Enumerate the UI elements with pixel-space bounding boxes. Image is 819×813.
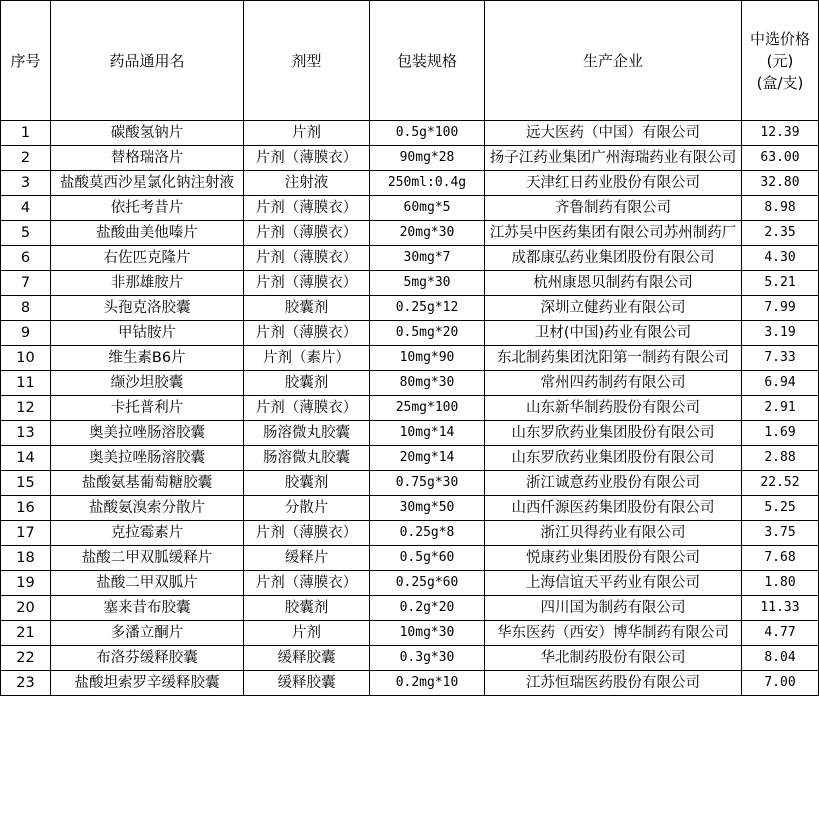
cell-price: 7.00 — [742, 671, 819, 696]
table-row — [1, 296, 819, 321]
cell-seq: 15 — [1, 471, 51, 496]
cell-price: 4.77 — [742, 621, 819, 646]
cell-package-spec: 0.25g*8 — [370, 521, 485, 546]
cell-package-spec: 60mg*5 — [370, 196, 485, 221]
header-price-line3: (盒/支) — [756, 73, 804, 92]
cell-manufacturer: 深圳立健药业有限公司 — [485, 296, 742, 321]
cell-manufacturer: 山东新华制药股份有限公司 — [485, 396, 742, 421]
cell-package-spec: 0.5g*60 — [370, 546, 485, 571]
cell-seq: 19 — [1, 571, 51, 596]
table-row — [1, 521, 819, 546]
header-package-spec: 包装规格 — [370, 1, 485, 121]
cell-drug-name: 依托考昔片 — [51, 196, 244, 221]
cell-price: 1.69 — [742, 421, 819, 446]
header-row — [1, 1, 819, 121]
cell-dosage-form: 片剂 — [244, 621, 370, 646]
cell-manufacturer: 山东罗欣药业集团股份有限公司 — [485, 421, 742, 446]
header-price — [742, 1, 819, 121]
cell-package-spec: 20mg*30 — [370, 221, 485, 246]
table-row — [1, 621, 819, 646]
cell-price: 22.52 — [742, 471, 819, 496]
cell-package-spec: 10mg*14 — [370, 421, 485, 446]
cell-dosage-form: 片剂（薄膜衣） — [244, 246, 370, 271]
table-row — [1, 571, 819, 596]
table-row — [1, 371, 819, 396]
cell-seq: 2 — [1, 146, 51, 171]
cell-drug-name: 右佐匹克隆片 — [51, 246, 244, 271]
cell-dosage-form: 胶囊剂 — [244, 296, 370, 321]
cell-price: 8.04 — [742, 646, 819, 671]
cell-dosage-form: 缓释胶囊 — [244, 671, 370, 696]
cell-seq: 12 — [1, 396, 51, 421]
cell-drug-name: 替格瑞洛片 — [51, 146, 244, 171]
cell-manufacturer: 江苏恒瑞医药股份有限公司 — [485, 671, 742, 696]
cell-package-spec: 20mg*14 — [370, 446, 485, 471]
cell-drug-name: 甲钴胺片 — [51, 321, 244, 346]
table-row — [1, 271, 819, 296]
cell-seq: 4 — [1, 196, 51, 221]
cell-package-spec: 10mg*90 — [370, 346, 485, 371]
table-row — [1, 421, 819, 446]
cell-price: 3.19 — [742, 321, 819, 346]
cell-dosage-form: 分散片 — [244, 496, 370, 521]
table-row — [1, 171, 819, 196]
cell-price: 11.33 — [742, 596, 819, 621]
table-row — [1, 546, 819, 571]
cell-manufacturer: 江苏吴中医药集团有限公司苏州制药厂 — [485, 221, 742, 246]
cell-package-spec: 80mg*30 — [370, 371, 485, 396]
header-dosage-form: 剂型 — [244, 1, 370, 121]
cell-seq: 17 — [1, 521, 51, 546]
cell-manufacturer: 卫材(中国)药业有限公司 — [485, 321, 742, 346]
cell-manufacturer: 四川国为制药有限公司 — [485, 596, 742, 621]
table-row — [1, 671, 819, 696]
cell-manufacturer: 悦康药业集团股份有限公司 — [485, 546, 742, 571]
cell-dosage-form: 片剂（薄膜衣） — [244, 321, 370, 346]
cell-price: 32.80 — [742, 171, 819, 196]
cell-package-spec: 30mg*7 — [370, 246, 485, 271]
cell-price: 3.75 — [742, 521, 819, 546]
header-price-line1: 中选价格 — [749, 29, 810, 48]
table-row — [1, 446, 819, 471]
cell-drug-name: 非那雄胺片 — [51, 271, 244, 296]
cell-price: 63.00 — [742, 146, 819, 171]
cell-price: 6.94 — [742, 371, 819, 396]
header-price-line2: (元) — [766, 51, 794, 70]
cell-drug-name: 多潘立酮片 — [51, 621, 244, 646]
cell-package-spec: 90mg*28 — [370, 146, 485, 171]
cell-package-spec: 250ml:0.4g — [370, 171, 485, 196]
cell-dosage-form: 胶囊剂 — [244, 471, 370, 496]
cell-price: 5.25 — [742, 496, 819, 521]
cell-package-spec: 30mg*50 — [370, 496, 485, 521]
cell-drug-name: 布洛芬缓释胶囊 — [51, 646, 244, 671]
cell-drug-name: 盐酸坦索罗辛缓释胶囊 — [51, 671, 244, 696]
cell-seq: 11 — [1, 371, 51, 396]
cell-seq: 10 — [1, 346, 51, 371]
cell-dosage-form: 片剂（薄膜衣） — [244, 521, 370, 546]
cell-price: 7.68 — [742, 546, 819, 571]
table-row — [1, 346, 819, 371]
table-row — [1, 646, 819, 671]
cell-dosage-form: 片剂（薄膜衣） — [244, 396, 370, 421]
cell-seq: 16 — [1, 496, 51, 521]
cell-package-spec: 0.5g*100 — [370, 121, 485, 146]
table-row — [1, 496, 819, 521]
table-row — [1, 196, 819, 221]
cell-dosage-form: 片剂（薄膜衣） — [244, 221, 370, 246]
header-seq: 序号 — [1, 1, 51, 121]
header-drug-name: 药品通用名 — [51, 1, 244, 121]
cell-drug-name: 盐酸莫西沙星氯化钠注射液 — [51, 171, 244, 196]
cell-seq: 23 — [1, 671, 51, 696]
cell-drug-name: 塞来昔布胶囊 — [51, 596, 244, 621]
cell-manufacturer: 齐鲁制药有限公司 — [485, 196, 742, 221]
table-row — [1, 396, 819, 421]
cell-price: 8.98 — [742, 196, 819, 221]
cell-seq: 3 — [1, 171, 51, 196]
cell-manufacturer: 上海信谊天平药业有限公司 — [485, 571, 742, 596]
cell-drug-name: 维生素B6片 — [51, 346, 244, 371]
cell-dosage-form: 片剂（薄膜衣） — [244, 271, 370, 296]
cell-dosage-form: 片剂（薄膜衣） — [244, 146, 370, 171]
table-row — [1, 121, 819, 146]
cell-drug-name: 盐酸氨溴索分散片 — [51, 496, 244, 521]
cell-seq: 5 — [1, 221, 51, 246]
table-row — [1, 471, 819, 496]
cell-dosage-form: 注射液 — [244, 171, 370, 196]
cell-drug-name: 奥美拉唑肠溶胶囊 — [51, 421, 244, 446]
cell-seq: 14 — [1, 446, 51, 471]
cell-manufacturer: 浙江诚意药业股份有限公司 — [485, 471, 742, 496]
cell-package-spec: 0.5mg*20 — [370, 321, 485, 346]
cell-package-spec: 25mg*100 — [370, 396, 485, 421]
cell-seq: 7 — [1, 271, 51, 296]
header-manufacturer: 生产企业 — [485, 1, 742, 121]
cell-dosage-form: 片剂（薄膜衣） — [244, 196, 370, 221]
cell-package-spec: 0.75g*30 — [370, 471, 485, 496]
cell-dosage-form: 肠溶微丸胶囊 — [244, 421, 370, 446]
cell-manufacturer: 华东医药（西安）博华制药有限公司 — [485, 621, 742, 646]
table-row — [1, 221, 819, 246]
cell-price: 4.30 — [742, 246, 819, 271]
cell-price: 7.99 — [742, 296, 819, 321]
cell-seq: 8 — [1, 296, 51, 321]
cell-price: 12.39 — [742, 121, 819, 146]
cell-manufacturer: 浙江贝得药业有限公司 — [485, 521, 742, 546]
cell-dosage-form: 片剂（薄膜衣） — [244, 571, 370, 596]
cell-manufacturer: 山西仟源医药集团股份有限公司 — [485, 496, 742, 521]
cell-drug-name: 缬沙坦胶囊 — [51, 371, 244, 396]
cell-price: 2.35 — [742, 221, 819, 246]
table-row — [1, 146, 819, 171]
cell-manufacturer: 远大医药（中国）有限公司 — [485, 121, 742, 146]
cell-dosage-form: 胶囊剂 — [244, 596, 370, 621]
cell-manufacturer: 杭州康恩贝制药有限公司 — [485, 271, 742, 296]
cell-package-spec: 10mg*30 — [370, 621, 485, 646]
table-row — [1, 321, 819, 346]
cell-drug-name: 盐酸二甲双胍缓释片 — [51, 546, 244, 571]
cell-drug-name: 盐酸二甲双胍片 — [51, 571, 244, 596]
cell-price: 7.33 — [742, 346, 819, 371]
cell-manufacturer: 东北制药集团沈阳第一制药有限公司 — [485, 346, 742, 371]
cell-package-spec: 0.3g*30 — [370, 646, 485, 671]
cell-manufacturer: 山东罗欣药业集团股份有限公司 — [485, 446, 742, 471]
cell-manufacturer: 华北制药股份有限公司 — [485, 646, 742, 671]
table-row — [1, 596, 819, 621]
cell-manufacturer: 成都康弘药业集团股份有限公司 — [485, 246, 742, 271]
cell-dosage-form: 缓释胶囊 — [244, 646, 370, 671]
cell-manufacturer: 常州四药制药有限公司 — [485, 371, 742, 396]
cell-seq: 1 — [1, 121, 51, 146]
cell-package-spec: 0.2mg*10 — [370, 671, 485, 696]
cell-dosage-form: 肠溶微丸胶囊 — [244, 446, 370, 471]
cell-drug-name: 克拉霉素片 — [51, 521, 244, 546]
cell-package-spec: 0.25g*60 — [370, 571, 485, 596]
cell-price: 2.91 — [742, 396, 819, 421]
cell-dosage-form: 片剂 — [244, 121, 370, 146]
cell-seq: 20 — [1, 596, 51, 621]
cell-package-spec: 0.25g*12 — [370, 296, 485, 321]
cell-drug-name: 卡托普利片 — [51, 396, 244, 421]
cell-seq: 9 — [1, 321, 51, 346]
cell-price: 1.80 — [742, 571, 819, 596]
cell-package-spec: 5mg*30 — [370, 271, 485, 296]
cell-seq: 13 — [1, 421, 51, 446]
cell-drug-name: 头孢克洛胶囊 — [51, 296, 244, 321]
table-body — [1, 121, 819, 696]
cell-dosage-form: 缓释片 — [244, 546, 370, 571]
cell-dosage-form: 胶囊剂 — [244, 371, 370, 396]
cell-drug-name: 盐酸氨基葡萄糖胶囊 — [51, 471, 244, 496]
cell-drug-name: 奥美拉唑肠溶胶囊 — [51, 446, 244, 471]
cell-seq: 6 — [1, 246, 51, 271]
cell-manufacturer: 天津红日药业股份有限公司 — [485, 171, 742, 196]
cell-manufacturer: 扬子江药业集团广州海瑞药业有限公司 — [485, 146, 742, 171]
cell-seq: 22 — [1, 646, 51, 671]
cell-drug-name: 碳酸氢钠片 — [51, 121, 244, 146]
cell-drug-name: 盐酸曲美他嗪片 — [51, 221, 244, 246]
table-row — [1, 246, 819, 271]
cell-seq: 21 — [1, 621, 51, 646]
cell-dosage-form: 片剂（素片） — [244, 346, 370, 371]
cell-price: 5.21 — [742, 271, 819, 296]
cell-seq: 18 — [1, 546, 51, 571]
cell-price: 2.88 — [742, 446, 819, 471]
cell-package-spec: 0.2g*20 — [370, 596, 485, 621]
